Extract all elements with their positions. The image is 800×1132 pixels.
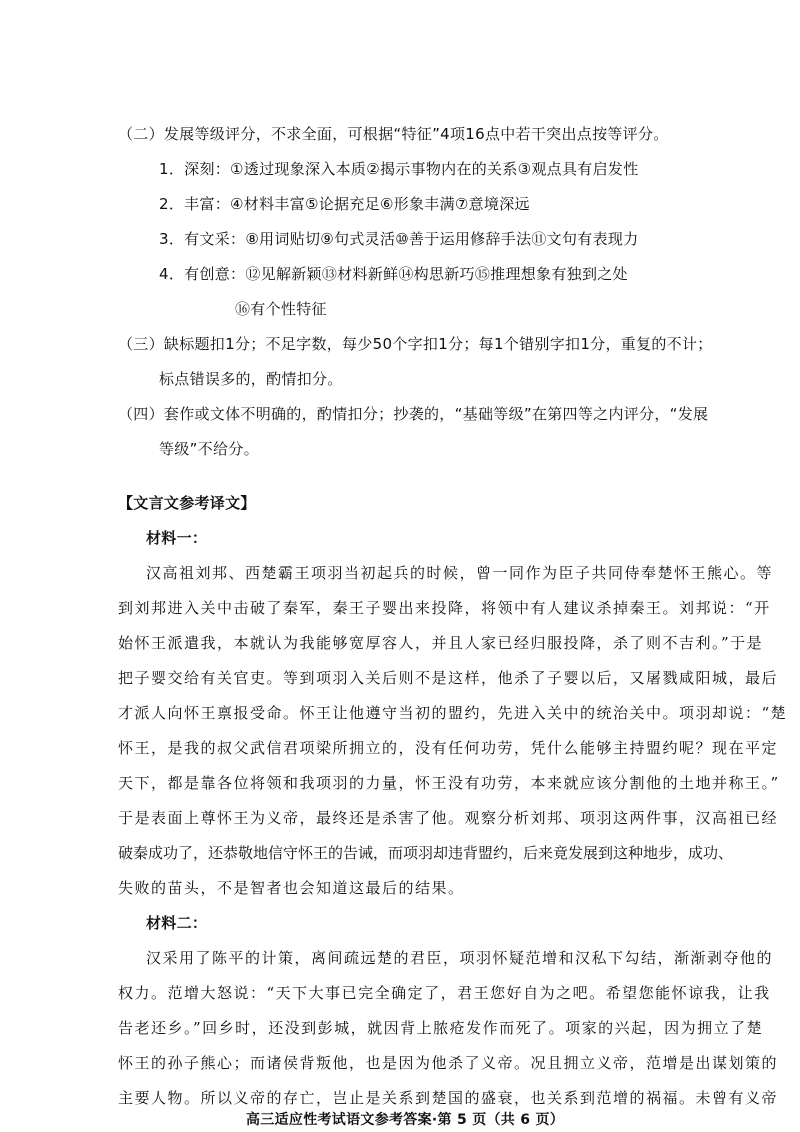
material-1-line: 天下，都是靠各位将领和我项羽的力量，怀王没有功劳，本来就应该分割他的土地并称王。” [118, 774, 780, 792]
criteria-item-1: 1．深刻：①透过现象深入本质②揭示事物内在的关系③观点具有启发性 [159, 160, 639, 178]
translation-heading: 【文言文参考译文】 [118, 494, 256, 512]
page-footer: 高三适应性考试语文参考答案·第 5 页（共 6 页） [246, 1112, 565, 1128]
material-1-line: 才派人向怀王禀报受命。怀王让他遵守当初的盟约，先进入关中的统治关中。项羽却说：“楚 [118, 704, 788, 722]
material-1-line: 失败的苗头，不是智者也会知道这最后的结果。 [118, 879, 465, 897]
material-2-line: 汉采用了陈平的计策，离间疏远楚的君臣，项羽怀疑范增和汉私下勾结，渐渐剥夺他的 [146, 949, 774, 967]
section-3-line-1: （三）缺标题扣1分；不足字数，每少50个字扣1分；每1个错别字扣1分，重复的不计； [118, 335, 713, 353]
material-1-line: 破秦成功了，还恭敬地信守怀王的告诫，而项羽却违背盟约，后来竟发展到这种地步，成功、 [118, 844, 734, 862]
criteria-item-4-continued: ⑯有个性特征 [235, 300, 327, 318]
material-1-line: 怀王，是我的叔父武信君项梁所拥立的，没有任何功劳，凭什么能够主持盟约呢？现在平定 [118, 739, 779, 757]
criteria-item-4: 4．有创意：⑫见解新颖⑬材料新鲜⑭构思新巧⑮推理想象有独到之处 [159, 265, 628, 283]
section-4-line-2: 等级”不给分。 [159, 440, 259, 458]
material-2-title: 材料二： [146, 914, 208, 932]
criteria-item-3: 3．有文采：⑧用词贴切⑨句式灵活⑩善于运用修辞手法⑪文句有表现力 [159, 230, 639, 248]
material-1-title: 材料一： [146, 529, 208, 547]
criteria-item-2: 2．丰富：④材料丰富⑤论据充足⑥形象丰满⑦意境深远 [159, 195, 530, 213]
material-1-line: 到刘邦进入关中击破了秦军，秦王子婴出来投降，将领中有人建议杀掉秦王。刘邦说：“开 [118, 599, 771, 617]
material-2-line: 怀王的孙子熊心；而诸侯背叛他，也是因为他杀了义帝。况且拥立义帝，范增是出谋划策的 [118, 1054, 779, 1072]
material-2-line: 告老还乡。”回乡时，还没到彭城，就因背上脓疮发作而死了。项家的兴起，因为拥立了楚 [118, 1019, 764, 1037]
material-2-line: 主要人物。所以义帝的存亡，岂止是关系到楚国的盛衰，也关系到范增的祸福。未曾有义帝 [118, 1089, 779, 1107]
section-4-line-1: （四）套作或文体不明确的，酌情扣分；抄袭的，“基础等级”在第四等之内评分，“发展 [118, 405, 709, 423]
material-2-line: 权力。范增大怒说：“天下大事已完全确定了，君王您好自为之吧。希望您能怀谅我，让我 [118, 984, 771, 1002]
material-1-line: 汉高祖刘邦、西楚霸王项羽当初起兵的时候，曾一同作为臣子共同侍奉楚怀王熊心。等 [146, 564, 774, 582]
material-1-line: 于是表面上尊怀王为义帝，最终还是杀害了他。观察分析刘邦、项羽这两件事，汉高祖已经 [118, 809, 779, 827]
material-1-line: 始怀王派遣我，本就认为我能够宽厚容人，并且人家已经归服投降，杀了则不吉利。”于是 [118, 634, 764, 652]
section-2-text: （二）发展等级评分，不求全面，可根据“特征”4项16点中若干突出点按等评分。 [118, 125, 669, 143]
section-3-line-2: 标点错误多的，酌情扣分。 [159, 370, 343, 388]
material-1-line: 把子婴交给有关官吏。等到项羽入关后则不是这样，他杀了子婴以后，又屠戮咸阳城，最后 [118, 669, 779, 687]
